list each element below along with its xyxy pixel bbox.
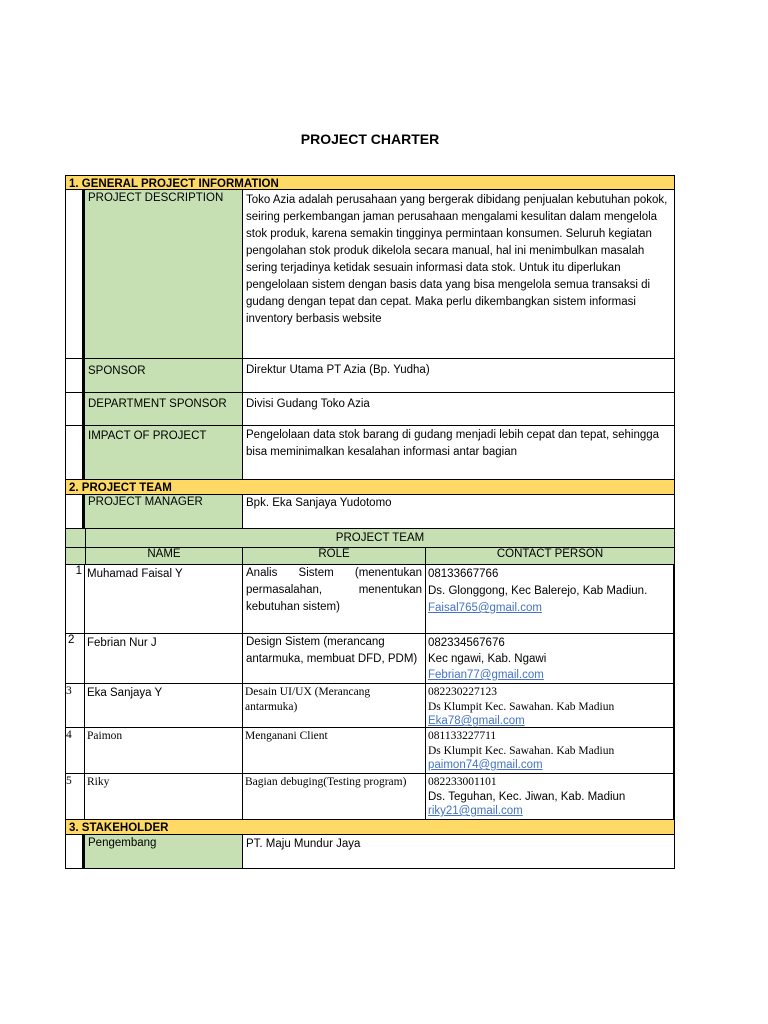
value-project-manager: Bpk. Eka Sanjaya Yudotomo: [246, 497, 392, 509]
member-address: Kec ngawi, Kab. Ngawi: [428, 653, 547, 665]
section-heading-stakeholder-text: 3. STAKEHOLDER: [69, 822, 169, 834]
member-name: Riky: [85, 774, 243, 819]
member-name: Paimon: [85, 728, 243, 773]
member-email-link[interactable]: riky21@gmail.com: [428, 805, 523, 817]
member-phone: 08133667766: [428, 568, 499, 580]
member-phone: 082334567676: [428, 637, 505, 649]
member-number: 3: [66, 684, 85, 727]
member-name: Febrian Nur J: [85, 634, 243, 683]
project-charter-table: [65, 175, 675, 869]
column-role: ROLE: [243, 548, 426, 564]
member-contact: [426, 565, 674, 633]
member-contact: [426, 684, 674, 727]
member-role: Menganani Client: [243, 728, 426, 773]
row-project-manager: [65, 495, 675, 529]
value-stakeholder: PT. Maju Mundur Jaya: [246, 838, 361, 850]
value-project-description: Toko Azia adalah perusahaan yang bergerak dibidang penjualan kebutuhan pokok, seiring perkembangan jaman perusahaan mengalami kesulitan dalam mengelola stok produk, karena semakin tingginya permintaan konsumen. Seluruh kegiatan pengolahan stok produk dikelola secara manual, hal ini menimbulkan masalah sering terjadinya ketidak sesuain informasi data stok. Untuk itu diperlukan pengelolaan sistem dengan basis data yang bisa mengelola semua transaksi di gudang dengan tepat dan cepat. Maka perlu dikembangkan sistem informasi inventory berbasis website: [246, 194, 668, 325]
table-row: [65, 684, 675, 728]
member-contact: [426, 634, 674, 683]
member-number: 2: [66, 634, 85, 683]
section-heading-general-text: 1. GENERAL PROJECT INFORMATION: [69, 178, 279, 190]
table-row: [65, 728, 675, 774]
row-project-description: [65, 190, 675, 359]
column-contact: CONTACT PERSON: [496, 548, 604, 560]
member-role: Desain UI/UX (Merancang antarmuka): [243, 684, 426, 727]
member-role: Design Sistem (merancang antarmuka, membuat DFD, PDM): [243, 634, 426, 683]
row-stakeholder: [65, 835, 675, 869]
member-number: 4: [66, 728, 85, 773]
member-address: Ds Klumpit Kec. Sawahan. Kab Madiun: [428, 744, 615, 757]
row-team-title: [65, 529, 675, 548]
value-sponsor: Direktur Utama PT Azia (Bp. Yudha): [246, 364, 430, 376]
member-role: Analis Sistem (menentukan permasalahan, menentukan kebutuhan sistem): [243, 565, 426, 633]
row-sponsor: [65, 359, 675, 393]
member-name: Eka Sanjaya Y: [85, 684, 243, 727]
value-impact: Pengelolaan data stok barang di gudang menjadi lebih cepat dan tepat, sehingga bisa meminimalkan kesalahan informasi antar bagian: [246, 429, 660, 458]
member-address: Ds. Teguhan, Kec. Jiwan, Kab. Madiun: [428, 790, 626, 803]
member-role: Bagian debuging(Testing program): [243, 774, 426, 819]
member-number: 5: [66, 774, 85, 819]
member-email-link[interactable]: Eka78@gmail.com: [428, 715, 525, 727]
label-impact: IMPACT OF PROJECT: [85, 426, 243, 479]
value-department-sponsor: Divisi Gudang Toko Azia: [246, 398, 370, 410]
member-address: Ds. Glonggong, Kec Balerejo, Kab Madiun.: [428, 585, 648, 597]
column-name: NAME: [85, 548, 243, 564]
member-phone: 082230227123: [428, 686, 497, 698]
label-project-manager: PROJECT MANAGER: [85, 495, 243, 528]
member-email-link[interactable]: paimon74@gmail.com: [428, 759, 543, 771]
label-department-sponsor: DEPARTMENT SPONSOR: [85, 393, 243, 425]
member-phone: 082233001101: [428, 776, 497, 788]
member-name: Muhamad Faisal Y: [85, 565, 243, 633]
table-row: [65, 634, 675, 684]
section-heading-general: [65, 175, 675, 190]
member-email-link[interactable]: Faisal765@gmail.com: [428, 602, 542, 614]
label-stakeholder: Pengembang: [85, 835, 243, 868]
member-contact: [426, 774, 674, 819]
member-number: 1: [66, 565, 85, 633]
page-title: PROJECT CHARTER: [300, 131, 440, 147]
section-heading-team-text: 2. PROJECT TEAM: [69, 482, 172, 494]
label-project-description: PROJECT DESCRIPTION: [85, 190, 243, 358]
member-address: Ds Klumpit Kec. Sawahan. Kab Madiun: [428, 700, 615, 713]
table-row: [65, 774, 675, 820]
member-phone: 081133227711: [428, 730, 497, 742]
row-team-columns: [65, 548, 675, 565]
member-contact: [426, 728, 674, 773]
member-email-link[interactable]: Febrian77@gmail.com: [428, 669, 544, 681]
table-row: [65, 565, 675, 634]
team-title: PROJECT TEAM: [85, 529, 674, 547]
section-heading-stakeholder: [65, 820, 675, 835]
row-department-sponsor: [65, 393, 675, 426]
section-heading-team: [65, 480, 675, 495]
label-sponsor: SPONSOR: [85, 359, 243, 392]
row-impact: [65, 426, 675, 480]
